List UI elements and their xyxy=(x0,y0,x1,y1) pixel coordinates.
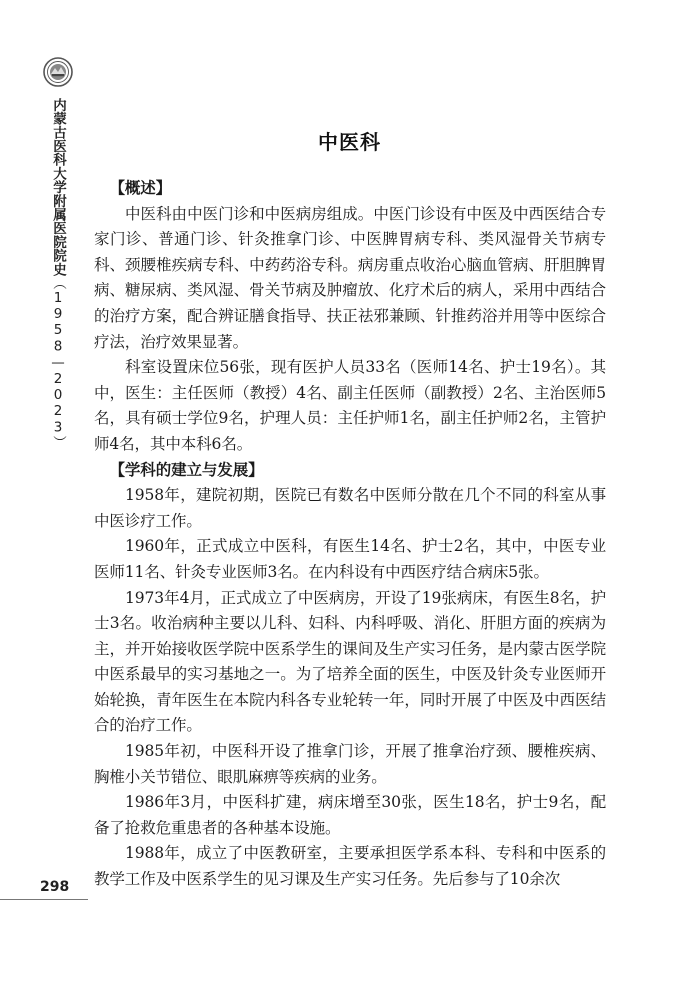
paragraph: 1958年，建院初期，医院已有数名中医师分散在几个不同的科室从事中医诊疗工作。 xyxy=(94,486,606,530)
paragraph: 1973年4月，正式成立了中医病房，开设了19张病床，有医生8名，护士3名。收治病种主要以儿科、妇科、内科呼吸、消化、肝胆方面的疾病为主，并开始接收医学院中医系学生的课间及生产实习任务，是内蒙古医学院中医系最早的实习基地之一。为了培养全面的医生，中医及针灸专业医师开始轮换，青年医生在本院内科各专业轮转一年，同时开展了中医及中西医结合的治疗工作。 xyxy=(94,588,606,735)
university-seal-icon xyxy=(43,57,73,87)
book-years: （1958—2023） xyxy=(50,276,66,450)
paragraph: 中医科由中医门诊和中医病房组成。中医门诊设有中医及中西医结合专家门诊、普通门诊、针灸推拿门诊、中医脾胃病专科、类风湿骨关节病专科、颈腰椎疾病专科、中药药浴专科。病房重点收治心脑血管病、肝胆脾胃病、糖尿病、类风湿、骨关节病及肿瘤放、化疗术后的病人，采用中西结合的治疗方案，配合辨证膳食指导、扶正祛邪兼顾、针推药浴并用等中医综合疗法，治疗效果显著。 xyxy=(94,204,606,351)
paragraph: 1986年3月，中医科扩建，病床增至30张，医生18名，护士9名，配备了抢救危重患者的各种基本设施。 xyxy=(94,793,606,837)
chapter-title: 中医科 xyxy=(318,130,381,154)
paragraph: 1960年，正式成立中医科，有医生14名、护士2名，其中，中医专业医师11名、针灸专业医师3名。在内科设有中西医疗结合病床5张。 xyxy=(94,537,606,581)
section-heading-overview: 【概述】 xyxy=(109,179,172,197)
book-title: 内蒙古医科大学附属医院院史 xyxy=(50,98,66,277)
footer-rule xyxy=(0,899,88,900)
body-text xyxy=(94,176,606,893)
section-heading-history: 【学科的建立与发展】 xyxy=(109,460,264,479)
paragraph: 1985年初，中医科开设了推拿门诊，开展了推拿治疗颈、腰椎疾病、胸椎小关节错位、眼肌麻痹等疾病的业务。 xyxy=(94,742,606,786)
paragraph: 1988年，成立了中医教研室，主要承担医学系本科、专科和中医系的教学工作及中医系学生的见习课及生产实习任务。先后参与了10余次 xyxy=(94,844,606,889)
page-number: 298 xyxy=(40,879,70,895)
paragraph: 科室设置床位56张，现有医护人员33名（医师14名、护士19名）。其中，医生：主任医师（教授）4名、副主任医师（副教授）2名、主治医师5名，具有硕士学位9名，护理人员：主任护师1名，副主任护师2名，主管护师4名，其中本科6名。 xyxy=(94,358,606,453)
